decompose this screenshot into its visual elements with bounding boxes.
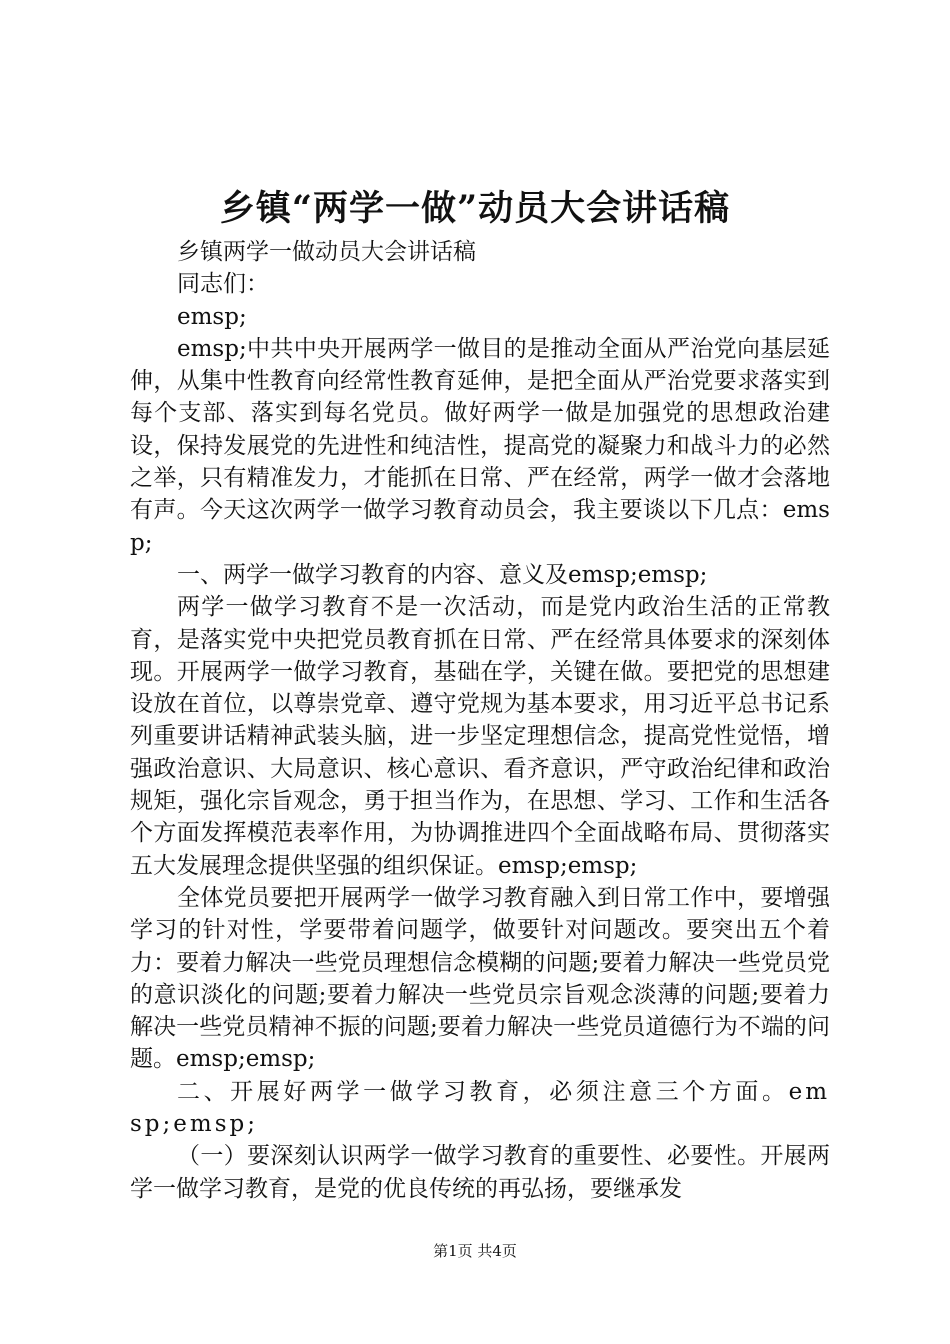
paragraph-emsp: emsp; <box>177 303 247 330</box>
paragraph-content-meaning: 两学一做学习教育不是一次活动，而是党内政治生活的正常教育，是落实党中央把党员教育抓在日常、严在经常具体要求的深刻体现。开展两学一做学习教育，基础在学，关键在做。要把党的思想建设放在首位，以尊崇党章、遵守党规为基本要求，用习近平总书记系列重要讲话精神武装头脑，进一步坚定理想信念，提高党性觉悟，增强政治意识、大局意识、核心意识、看齐意识，严守政治纪律和政治规矩，强化宗旨观念，勇于担当作为，在思想、学习、工作和生活各个方面发挥模范表率作用，为协调推进四个全面战略布局、贯彻落实五大发展理念提供坚强的组织保证。emsp;emsp; <box>130 594 830 879</box>
paragraph-intro: emsp;中共中央开展两学一做目的是推动全面从严治党向基层延伸，从集中性教育向经常性教育延伸，是把全面从严治党要求落实到每个支部、落实到每名党员。做好两学一做是加强党的思想政治建设，保持发展党的先进性和纯洁性，提高党的凝聚力和战斗力的必然之举，只有精准发力，才能抓在日常、严在经常，两学一做才会落地有声。今天这次两学一做学习教育动员会，我主要谈以下几点：emsp; <box>130 335 830 556</box>
paragraph-point-one: （一）要深刻认识两学一做学习教育的重要性、必要性。开展两学一做学习教育，是党的优良传统的再弘扬，要继承发 <box>130 1143 830 1202</box>
paragraph-heading-one: 一、两学一做学习教育的内容、意义及emsp;emsp; <box>177 561 708 588</box>
document-body <box>130 236 830 1205</box>
paragraph-all-members: 全体党员要把开展两学一做学习教育融入到日常工作中，要增强学习的针对性，学要带着问题学，做要针对问题改。要突出五个着力：要着力解决一些党员理想信念模糊的问题;要着力解决一些党员党的意识淡化的问题;要着力解决一些党员宗旨观念淡薄的问题;要着力解决一些党员精神不振的问题;要着力解决一些党员道德行为不端的问题。emsp;emsp; <box>130 884 830 1073</box>
paragraph-subtitle: 乡镇两学一做动员大会讲话稿 <box>177 239 476 265</box>
paragraph-salutation: 同志们： <box>177 271 269 298</box>
document-title: 乡镇“两学一做”动员大会讲话稿 <box>219 188 731 229</box>
page-number-footer: 第1页 共4页 <box>433 1242 517 1260</box>
paragraph-heading-two: 二、开展好两学一做学习教育，必须注意三个方面。emsp;emsp; <box>130 1078 830 1138</box>
